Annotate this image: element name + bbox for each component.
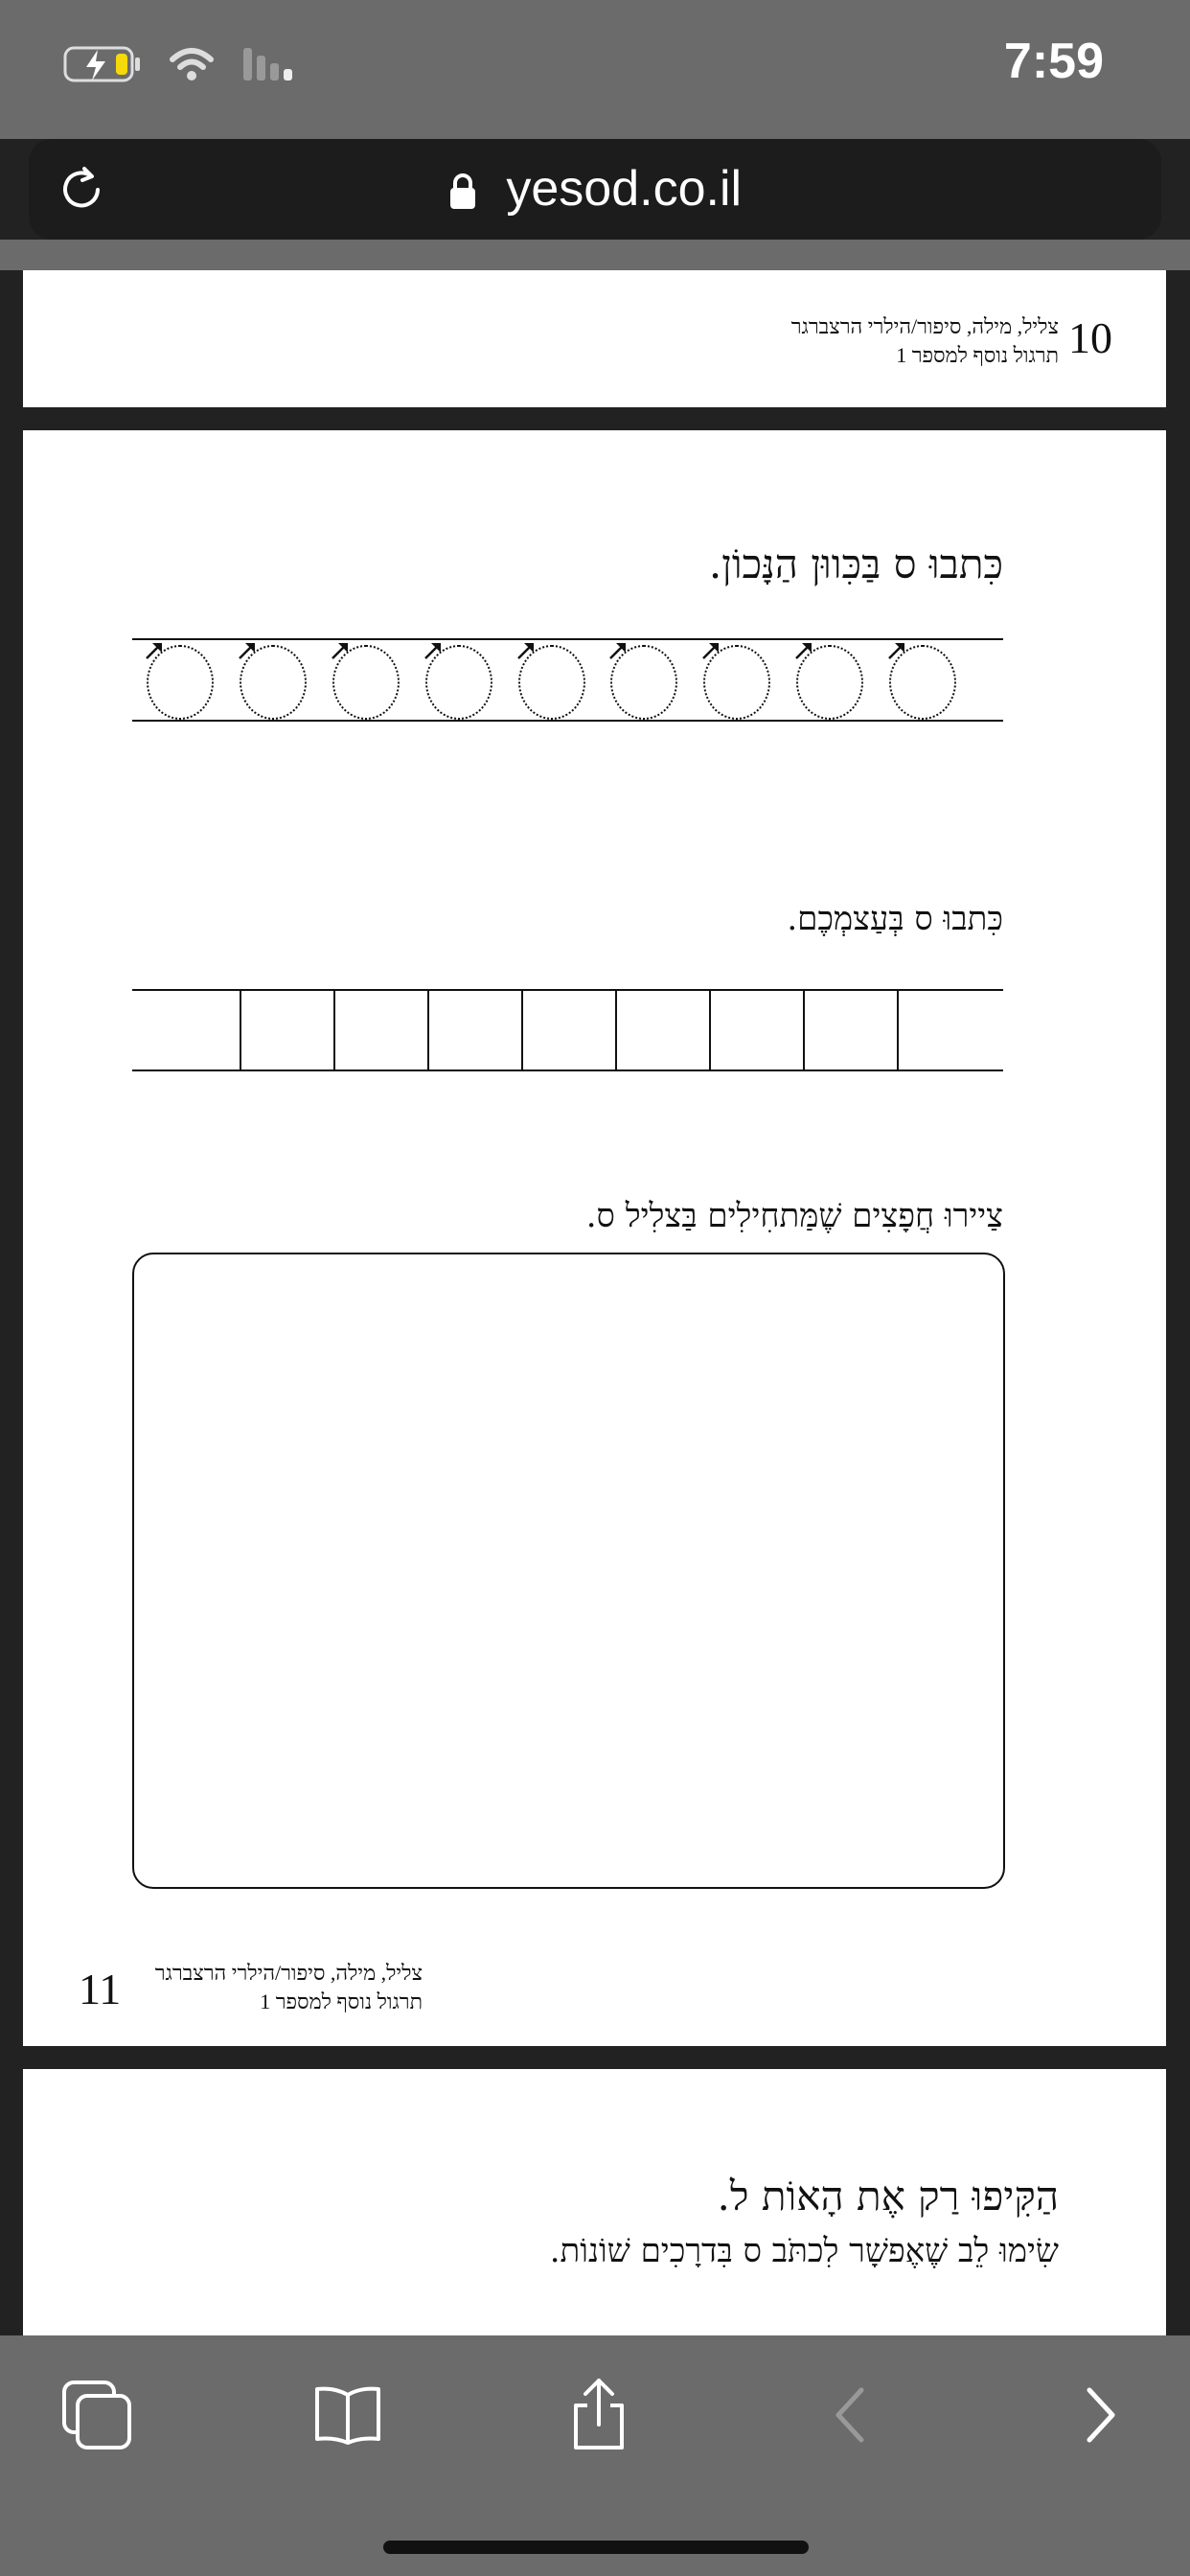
trace-circle [610,645,677,720]
share-icon [568,2377,629,2453]
trace-circle [425,645,492,720]
url-display[interactable] [29,160,1161,218]
page-11 [23,430,1166,2046]
cell-divider [427,989,429,1070]
header-line-2: תרגול נוסף למספר 1 [896,343,1059,367]
arrow-icon [513,637,539,664]
instruction-draw: צַיירוּ חֲפָצִים שֶׁמַּתחִילִים בַּצלִיל ס. [585,1197,1003,1235]
cell-divider [615,989,617,1070]
page-header [791,312,1059,370]
trace-circle [240,645,307,720]
cell-divider [709,989,711,1070]
cell-divider [897,989,899,1070]
instruction-write: כִּתבוּ ס בְּעַצמְכֶם. [787,900,1003,938]
url-text: yesod.co.il [506,161,743,217]
forward-button[interactable] [1058,2372,1144,2458]
instruction-circle: הַקִּיפוּ רַק אֶת הָאוֹת ל. [717,2173,1059,2220]
trace-bottom-line [132,720,1003,722]
trace-circle [147,645,214,720]
trace-circle [703,645,770,720]
cell-divider [333,989,335,1070]
arrow-icon [698,637,724,664]
lock-icon [448,172,477,211]
wifi-icon [169,46,215,82]
write-bottom-line [132,1070,1003,1071]
arrow-icon [234,637,261,664]
battery-charging-icon [63,44,142,84]
trace-circle [518,645,585,720]
arrow-icon [883,637,910,664]
address-bar[interactable] [29,139,1161,240]
chrome-spacer [0,240,1190,270]
arrow-icon [790,637,817,664]
cell-divider [240,989,241,1070]
cellular-signal-icon [241,46,295,82]
tabs-icon [60,2379,133,2451]
trace-circle [796,645,863,720]
bookmarks-icon [311,2383,384,2447]
trace-circle [332,645,400,720]
arrow-icon [420,637,446,664]
page-footer [155,1959,423,2016]
document-viewer[interactable] [0,270,1190,2335]
cell-divider [521,989,523,1070]
instruction-note: שִׂימוּ לֵב שֶׁאֶפשָׁר לִכתֹּב ס בִּדרָכִים שׁוֹנוֹת. [549,2232,1059,2270]
footer-line-1: צליל, מילה, סיפור/הילרי הרצברגר [154,1961,423,1985]
back-icon [831,2384,869,2446]
browser-toolbar [0,2335,1190,2576]
cell-divider [803,989,805,1070]
drawing-box [132,1253,1005,1889]
page-10 [23,270,1166,407]
tabs-button[interactable] [54,2372,140,2458]
arrow-icon [605,637,631,664]
trace-circle [889,645,956,720]
page-number: 10 [1068,313,1112,362]
status-bar [0,0,1190,139]
write-cells [132,989,1003,1070]
status-time: 7:59 [1003,34,1104,89]
status-icons [63,44,295,84]
instruction-trace: כִּתבוּ ס בַּכִּווּן הַנָּכוֹן. [708,540,1003,587]
trace-top-line [132,638,1003,640]
bookmarks-button[interactable] [305,2372,391,2458]
home-indicator [383,2541,809,2554]
header-line-1: צליל, מילה, סיפור/הילרי הרצברגר [790,314,1059,338]
forward-icon [1082,2384,1120,2446]
arrow-icon [327,637,354,664]
trace-circles [147,645,956,725]
footer-line-2: תרגול נוסף למספר 1 [260,1990,423,2013]
page-number: 11 [79,1965,122,2013]
page-12 [23,2069,1166,2335]
share-button[interactable] [556,2372,642,2458]
back-button[interactable] [807,2372,893,2458]
arrow-icon [141,637,168,664]
